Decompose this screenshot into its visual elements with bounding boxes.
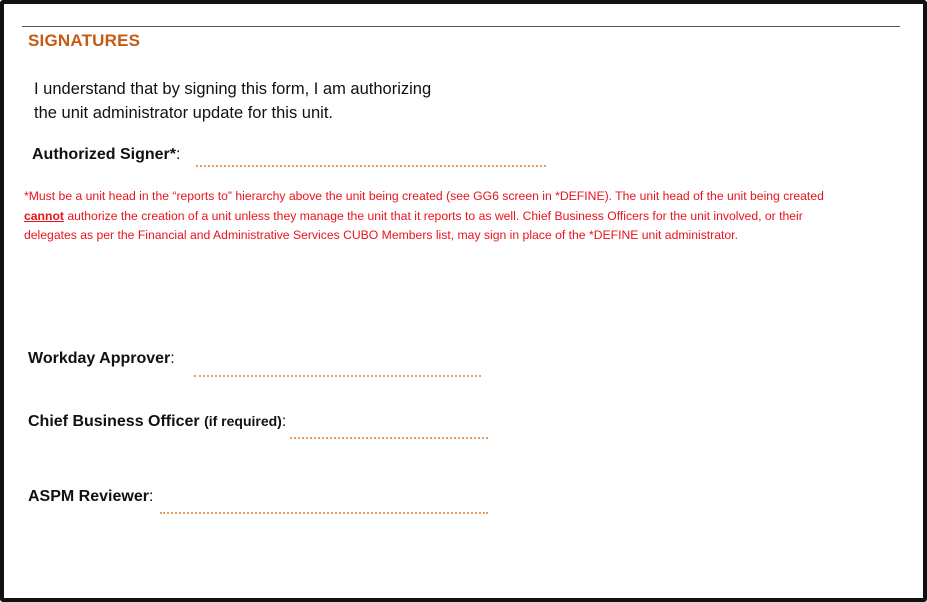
note-emphasis: cannot <box>24 208 64 223</box>
note-text-1: *Must be a unit head in the “reports to” hierarchy above the unit being created (see GG6 screen in *DEFINE). The unit head of the unit being created <box>24 189 824 203</box>
signer-requirement-note <box>24 187 824 246</box>
chief-business-officer-text: Chief Business Officer <box>28 413 200 430</box>
aspm-reviewer-label <box>28 488 153 506</box>
workday-approver-label <box>28 350 175 368</box>
authorized-signer-text: Authorized Signer* <box>32 146 177 163</box>
chief-business-officer-colon: : <box>281 413 287 430</box>
consent-line-2: the unit administrator update for this unit. <box>34 104 333 122</box>
chief-business-officer-label <box>28 413 286 431</box>
aspm-reviewer-text: ASPM Reviewer <box>28 488 149 505</box>
authorized-signer-colon: : <box>176 146 181 163</box>
authorized-signer-signature-line[interactable] <box>196 165 546 167</box>
workday-approver-colon: : <box>170 350 175 367</box>
note-text-2: authorize the creation of a unit unless they manage the unit that it reports to as well. Chief Business Officers for the unit involved, or their delegates as per the Financial and Administrative Services CUBO Members list, may sign in place of the *DEFINE unit administrator. <box>24 208 803 242</box>
aspm-reviewer-signature-line[interactable] <box>160 512 488 514</box>
chief-business-officer-qualifier: (if required) <box>204 413 282 429</box>
header-rule <box>22 26 900 27</box>
section-title: SIGNATURES <box>28 31 141 50</box>
consent-line-1: I understand that by signing this form, I am authorizing <box>34 80 432 98</box>
chief-business-officer-signature-line[interactable] <box>290 437 488 439</box>
workday-approver-signature-line[interactable] <box>194 375 481 377</box>
aspm-reviewer-colon: : <box>148 488 154 505</box>
authorized-signer-label <box>32 146 180 164</box>
consent-statement <box>34 77 431 125</box>
workday-approver-text: Workday Approver <box>28 350 171 367</box>
